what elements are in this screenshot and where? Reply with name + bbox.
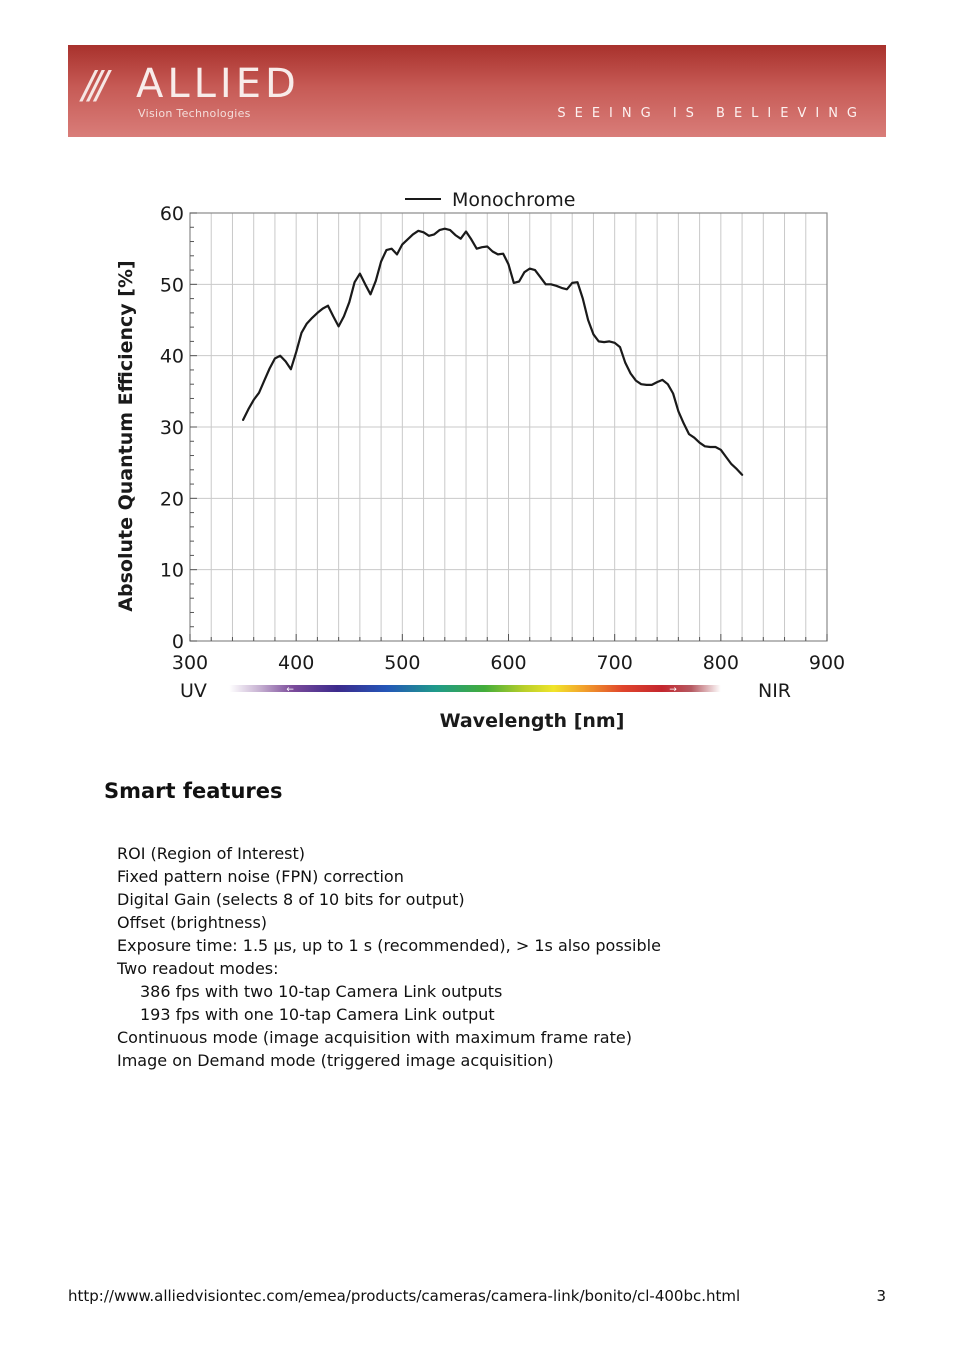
logo-subtitle: Vision Technologies: [138, 107, 251, 120]
x-tick-label: 900: [808, 652, 846, 674]
header-banner: [68, 45, 886, 137]
legend-entry: Monochrome: [452, 189, 576, 211]
y-tick-label: 0: [171, 631, 184, 653]
tagline: SEEING IS BELIEVING: [557, 106, 866, 121]
list-item: Continuous mode (image acquisition with maximum frame rate): [117, 1028, 632, 1047]
list-item: Digital Gain (selects 8 of 10 bits for output): [117, 890, 465, 909]
list-item: ROI (Region of Interest): [117, 844, 306, 863]
list-subitem: 386 fps with two 10-tap Camera Link outputs: [140, 982, 503, 1001]
chart-svg: [100, 178, 860, 748]
list-item: Image on Demand mode (triggered image acquisition): [117, 1051, 554, 1070]
list-item: Offset (brightness): [117, 913, 268, 932]
y-tick-label: 50: [159, 274, 184, 297]
y-tick-label: 60: [159, 203, 184, 225]
list-item: Two readout modes:: [117, 959, 279, 978]
y-tick-label: 40: [159, 345, 184, 368]
y-tick-label: 10: [159, 559, 184, 582]
spectrum-bar: [229, 685, 721, 692]
y-axis-label: Absolute Quantum Efficiency [%]: [115, 260, 137, 612]
logo-slashes: ///: [82, 63, 103, 107]
page-number: 3: [876, 1287, 886, 1305]
x-tick-label: 400: [278, 652, 315, 674]
x-tick-label: 800: [702, 652, 739, 674]
x-axis-label: Wavelength [nm]: [439, 710, 625, 732]
list-subitem: 193 fps with one 10-tap Camera Link output: [140, 1005, 495, 1024]
spectrum-label-uv: UV: [180, 680, 207, 702]
spectrum-label-nir: NIR: [757, 680, 792, 702]
arrow-left-icon: ←: [286, 685, 294, 695]
logo-wordmark: ALLIED: [136, 61, 300, 107]
x-tick-label: 500: [384, 652, 421, 674]
x-tick-label: 600: [490, 652, 527, 674]
x-tick-label: 700: [596, 652, 633, 674]
list-item: Exposure time: 1.5 µs, up to 1 s (recommended), > 1s also possible: [117, 936, 661, 955]
y-tick-label: 20: [159, 488, 184, 511]
section-title: Smart features: [104, 779, 283, 803]
series-line-monochrome: [243, 229, 742, 475]
features-list: [117, 842, 661, 1072]
y-tick-label: 30: [159, 417, 184, 439]
list-item: Fixed pattern noise (FPN) correction: [117, 867, 404, 886]
quantum-efficiency-chart: [100, 178, 860, 748]
footer-url[interactable]: http://www.alliedvisiontec.com/emea/products/cameras/camera-link/bonito/cl-400bc.html: [68, 1287, 741, 1305]
x-tick-label: 300: [171, 652, 209, 674]
arrow-right-icon: →: [669, 685, 677, 695]
